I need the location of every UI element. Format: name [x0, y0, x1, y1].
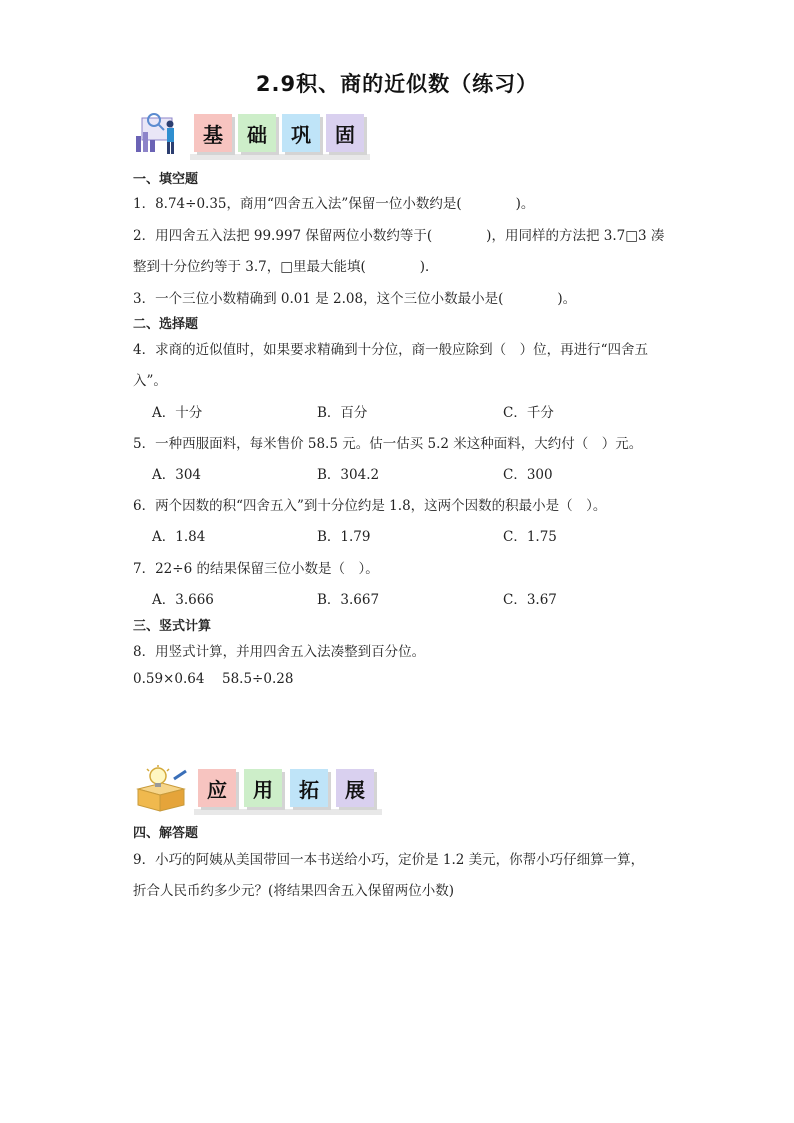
lightbulb-box-icon [132, 765, 188, 813]
option-b: B．3.667 [317, 592, 380, 608]
option-a: A．3.666 [152, 592, 214, 608]
chart-figure-icon [132, 110, 188, 158]
option-a: A．十分 [152, 405, 203, 421]
question-4-line-2: 入”。 [133, 373, 167, 389]
banner-char: 用 [244, 769, 282, 807]
option-b: B．304.2 [317, 467, 380, 483]
section-heading: 三、竖式计算 [133, 619, 212, 634]
banner-char: 展 [336, 769, 374, 807]
banner-application [132, 765, 392, 813]
page-title: 2.9积、商的近似数（练习） [255, 72, 539, 96]
expression: 58.5÷0.28 [222, 671, 294, 687]
section-heading: 一、填空题 [133, 172, 199, 187]
question-3: 3．一个三位小数精确到 0.01 是 2.08，这个三位小数最小是( )。 [133, 291, 577, 307]
question-1: 1．8.74÷0.35，商用“四舍五入法”保留一位小数约是( )。 [133, 196, 535, 212]
question-6: 6．两个因数的积“四舍五入”到十分位约是 1.8，这两个因数的积最小是（ ）。 [133, 498, 607, 514]
banner-char: 础 [238, 114, 276, 152]
banner-char: 拓 [290, 769, 328, 807]
option-c: C．1.75 [503, 529, 557, 545]
banner-char: 固 [326, 114, 364, 152]
option-a: A．304 [152, 467, 202, 483]
question-4-line-1: 4．求商的近似值时，如果要求精确到十分位，商一般应除到（ ）位，再进行“四舍五 [133, 342, 648, 358]
option-c: C．千分 [503, 405, 554, 421]
question-2-line-2: 整到十分位约等于 3.7，□里最大能填( )． [133, 259, 439, 275]
banner-char: 巩 [282, 114, 320, 152]
option-b: B．1.79 [317, 529, 371, 545]
question-7: 7．22÷6 的结果保留三位小数是（ ）。 [133, 561, 379, 577]
section-heading: 四、解答题 [133, 826, 199, 841]
question-8: 8．用竖式计算，并用四舍五入法凑整到百分位。 [133, 644, 426, 660]
option-c: C．300 [503, 467, 553, 483]
banner-basic [132, 110, 382, 158]
question-9-line-2: 折合人民币约多少元？(将结果四舍五入保留两位小数) [133, 883, 455, 899]
question-2-line-1: 2．用四舍五入法把 99.997 保留两位小数约等于( )，用同样的方法把 3.7□3 凑 [133, 228, 665, 244]
option-b: B．百分 [317, 405, 368, 421]
question-9-line-1: 9．小巧的阿姨从美国带回一本书送给小巧，定价是 1.2 美元，你帮小巧仔细算一算， [133, 852, 645, 868]
question-5: 5．一种西服面料，每米售价 58.5 元。估一估买 5.2 米这种面料，大约付（ ）元。 [133, 436, 643, 452]
option-c: C．3.67 [503, 592, 557, 608]
banner-char: 基 [194, 114, 232, 152]
expression: 0.59×0.64 [133, 671, 205, 687]
option-a: A．1.84 [152, 529, 206, 545]
section-heading: 二、选择题 [133, 317, 199, 332]
banner-char: 应 [198, 769, 236, 807]
